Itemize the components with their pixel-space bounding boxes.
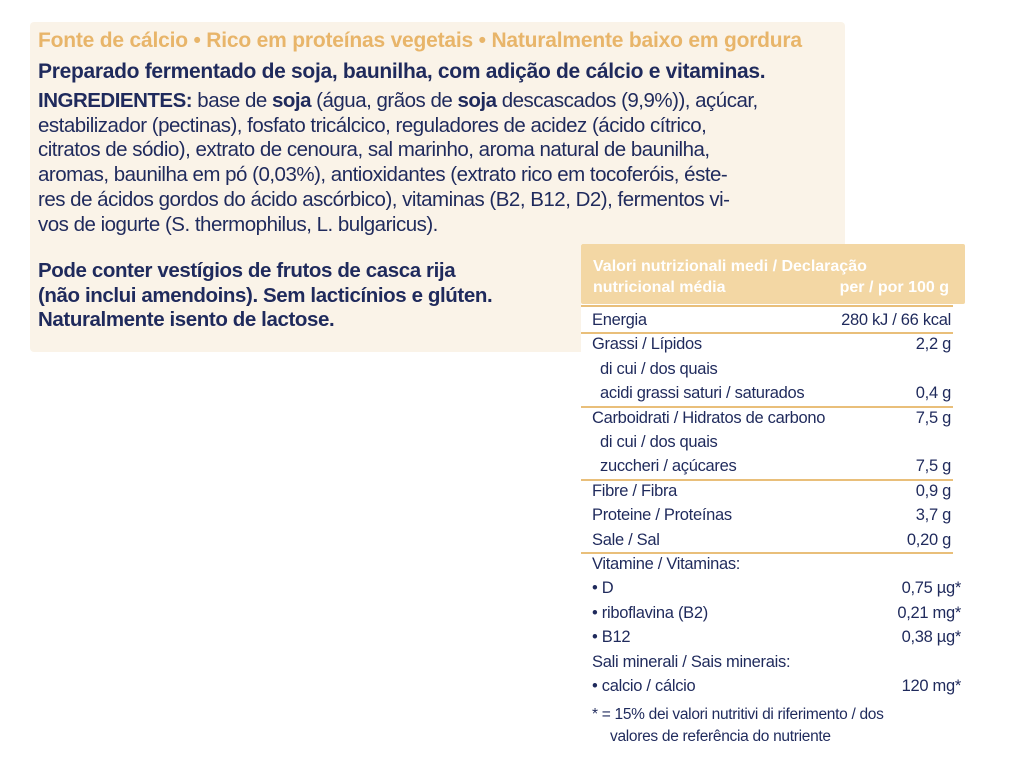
ingredients-line-6: vos de iogurte (S. thermophilus, L. bulgaricus). [38, 212, 438, 236]
nutrition-row [581, 407, 965, 431]
nutrition-table [581, 244, 965, 744]
ingredients-line-1 [38, 89, 808, 114]
nutrient-value: 280 kJ / 66 kcal [841, 311, 951, 329]
allergen-statement [38, 259, 492, 333]
nutrient-label: • riboflavina (B2) [592, 603, 708, 622]
nutrient-label: • D [592, 579, 614, 598]
nutrition-row [581, 675, 965, 699]
nutrient-value: 120 mg* [901, 677, 961, 695]
nutrition-header-per: per / por 100 g [839, 279, 949, 296]
nutrition-footnote [592, 704, 884, 748]
nutrition-row [581, 358, 965, 382]
nutrient-value: 0,20 g [906, 530, 951, 549]
nutrition-row [581, 529, 965, 553]
ingredients-heading: INGREDIENTES: [38, 89, 193, 112]
nutrient-label: di cui / dos quais [600, 359, 718, 378]
tagline: Fonte de cálcio • Rico em proteínas vegetais • Naturalmente baixo em gordura [38, 29, 802, 52]
nutrient-value: 0,21 mg* [897, 603, 961, 622]
ingredients-line-4: aromas, baunilha em pó (0,03%), antioxidantes (extrato rico em tocoferóis, éste- [38, 163, 728, 187]
nutrition-row [581, 577, 965, 601]
nutrition-row [581, 602, 965, 626]
nutrient-label: di cui / dos quais [600, 433, 718, 451]
nutrition-separator [581, 332, 953, 334]
nutrition-header-title: Valori nutrizionali medi / Declaração [593, 258, 867, 275]
nutrient-value: 7,5 g [915, 457, 951, 476]
nutrition-separator [581, 305, 953, 307]
allergen-soja: soja [271, 89, 311, 112]
nutrient-label: Proteine / Proteínas [592, 506, 732, 525]
nutrition-row [581, 382, 965, 406]
nutrition-separator [581, 552, 953, 554]
nutrient-label: • calcio / cálcio [592, 677, 696, 695]
nutrition-header-subtitle: nutricional média [593, 279, 726, 296]
ingredients-text: base de [192, 89, 272, 112]
nutrient-label: Energia [592, 311, 647, 329]
ingredients-line-2: estabilizador (pectinas), fosfato tricálcico, reguladores de acidez (ácido cítrico, [38, 113, 707, 137]
nutrient-label: Sale / Sal [592, 530, 660, 549]
allergen-line-3: Naturalmente isento de lactose. [38, 308, 335, 331]
nutrition-row [581, 553, 965, 577]
ingredients-line-3: citratos de sódio), extrato de cenoura, sal marinho, aroma natural de baunilha, [38, 138, 710, 162]
ingredients-line-5: res de ácidos gordos do ácido ascórbico), vitaminas (B2, B12, D2), fermentos vi- [38, 187, 730, 211]
nutrient-value: 0,75 µg* [901, 579, 961, 598]
nutrient-label: • B12 [592, 628, 631, 647]
ingredients-text: (água, grãos de [310, 89, 458, 112]
ingredients-block [38, 89, 808, 237]
nutrient-label: Fibre / Fibra [592, 481, 678, 500]
allergen-soja: soja [457, 89, 497, 112]
nutrient-label: Sali minerali / Sais minerais: [592, 652, 791, 671]
nutrition-separator [581, 479, 953, 481]
nutrient-value: 2,2 g [915, 335, 951, 354]
nutrition-row [581, 651, 965, 675]
footnote-line-2: valores de referência do nutriente [610, 728, 831, 745]
nutrition-row [581, 480, 965, 504]
product-description: Preparado fermentado de soja, baunilha, com adição de cálcio e vitaminas. [38, 60, 766, 83]
nutrient-value: 3,7 g [915, 506, 951, 525]
nutrition-row [581, 504, 965, 528]
nutrition-row [581, 309, 965, 333]
nutrition-table-header [581, 244, 965, 304]
nutrient-label: acidi grassi saturi / saturados [600, 384, 805, 403]
nutrient-value: 0,4 g [915, 384, 951, 403]
allergen-line-2: (não inclui amendoins). Sem lacticínios e glúten. [38, 283, 493, 307]
nutrient-label: Carboidrati / Hidratos de carbono [592, 408, 826, 427]
footnote-line-1: * = 15% dei valori nutritivi di riferimento / dos [592, 706, 884, 723]
nutrition-row [581, 626, 965, 650]
nutrient-label: Vitamine / Vitaminas: [592, 555, 741, 573]
nutrition-row [581, 455, 965, 479]
nutrient-value: 0,9 g [915, 481, 951, 500]
nutrition-separator [581, 406, 953, 408]
nutrition-row [581, 431, 965, 455]
nutrient-value: 7,5 g [915, 408, 951, 427]
nutrient-label: Grassi / Lípidos [592, 335, 702, 354]
nutrition-row [581, 333, 965, 357]
nutrient-value: 0,38 µg* [901, 628, 961, 647]
allergen-line-1: Pode conter vestígios de frutos de casca rija [38, 259, 456, 282]
nutrient-label: zuccheri / açúcares [600, 457, 737, 476]
ingredients-text: descascados (9,9%)), açúcar, [496, 89, 758, 112]
